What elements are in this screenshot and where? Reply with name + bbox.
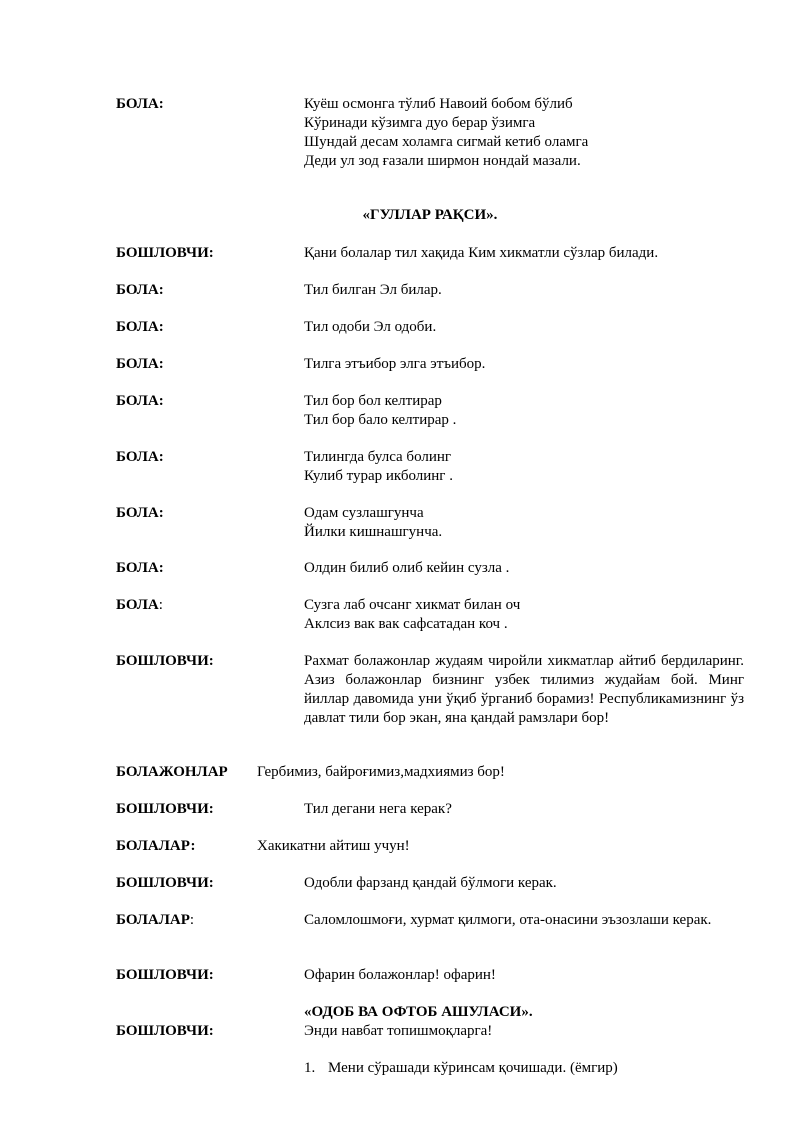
dialogue-text xyxy=(304,355,744,374)
speaker-label: БОЛАЖОНЛАР xyxy=(116,764,228,780)
dialogue-text xyxy=(257,763,697,782)
text-line: Одобли фарзанд қандай бўлмоги керак. xyxy=(304,875,557,891)
text-line: Хакикатни айтиш учун! xyxy=(257,838,410,854)
speaker-label: БОЛАЛАР: xyxy=(116,912,195,928)
dialogue-text xyxy=(304,318,744,337)
dialogue-text xyxy=(304,1022,744,1041)
text-line: Шундай десам холамга сигмай кетиб оламга xyxy=(304,134,589,150)
speaker-label: БОШЛОВЧИ: xyxy=(116,875,214,891)
speaker-label: БОЛА: xyxy=(116,319,164,335)
dialogue-text xyxy=(304,448,744,486)
section-heading: «ГУЛЛАР РАҚСИ». xyxy=(362,207,498,223)
text-line: Офарин болажонлар! офарин! xyxy=(304,967,496,983)
dialogue-paragraph: Саломлошмоғи, хурмат қилмоги, ота-онасини эъзозлаши керак. xyxy=(304,912,712,928)
speaker-label: БОЛА: xyxy=(116,560,164,576)
dialogue-text xyxy=(304,95,744,171)
speaker-label: БОЛА: xyxy=(116,597,163,613)
dialogue-text xyxy=(304,596,744,634)
text-line: Деди ул зод ғазали ширмон нондай мазали. xyxy=(304,153,581,169)
dialogue-text xyxy=(304,874,744,893)
text-line: Тил дегани нега керак? xyxy=(304,801,452,817)
speaker-label: БОШЛОВЧИ: xyxy=(116,801,214,817)
text-line: Тилга этъибор элга этъибор. xyxy=(304,356,486,372)
dialogue-paragraph: Рахмат болажонлар жудаям чиройли хикматлар айтиб бердиларинг. Азиз болажонлар бизнинг узбек тилимиз жудайам бой. Минг йиллар давомида уни ўқиб ўрганиб борамиз! Республикамизнинг ўз давлат тили бор экан, яна қандай рамзлари бор! xyxy=(304,653,744,726)
text-line: Тил бор бол келтирар xyxy=(304,393,442,409)
text-line: Олдин билиб олиб кейин сузла . xyxy=(304,560,510,576)
speaker-label: БОЛА: xyxy=(116,393,164,409)
list-number: 1. xyxy=(304,1060,316,1076)
text-line: Гербимиз, байроғимиз,мадхиямиз бор! xyxy=(257,764,505,780)
text-line: Энди навбат топишмоқларга! xyxy=(304,1023,493,1039)
riddle-list-item xyxy=(304,1059,618,1078)
text-line: Аклсиз вак вак сафсатадан коч . xyxy=(304,616,508,632)
text-line: Куёш осмонга тўлиб Навоий бобом бўлиб xyxy=(304,96,573,112)
text-line: Тил бор бало келтирар . xyxy=(304,412,457,428)
speaker-label: БОШЛОВЧИ: xyxy=(116,1023,214,1039)
dialogue-text xyxy=(304,392,744,430)
text-line: Одам сузлашгунча xyxy=(304,505,424,521)
text-line: Сузга лаб очсанг хикмат билан оч xyxy=(304,597,521,613)
song-title: «ОДОБ ВА ОФТОБ АШУЛАСИ». xyxy=(304,1004,533,1020)
list-text: Мени сўрашади кўринсам қочишади. (ёмгир) xyxy=(328,1060,618,1076)
speaker-label: БОШЛОВЧИ: xyxy=(116,245,214,261)
dialogue-text xyxy=(304,504,744,542)
text-line: Кулиб турар икболинг . xyxy=(304,468,453,484)
speaker-label: БОЛА: xyxy=(116,96,164,112)
text-line: Тил билган Эл билар. xyxy=(304,282,442,298)
dialogue-text xyxy=(304,244,744,263)
dialogue-text xyxy=(304,966,744,985)
speaker-label: БОЛА: xyxy=(116,282,164,298)
dialogue-text xyxy=(304,800,744,819)
text-line: Йилки кишнашгунча. xyxy=(304,524,443,540)
dialogue-text xyxy=(257,837,697,856)
speaker-label: БОШЛОВЧИ: xyxy=(116,967,214,983)
speaker-label: БОЛАЛАР: xyxy=(116,838,196,854)
speaker-label: БОЛА: xyxy=(116,356,164,372)
speaker-label: БОШЛОВЧИ: xyxy=(116,653,214,669)
text-line: Тил одоби Эл одоби. xyxy=(304,319,437,335)
dialogue-text xyxy=(304,281,744,300)
speaker-label: БОЛА: xyxy=(116,505,164,521)
text-line: Тилингда булса болинг xyxy=(304,449,452,465)
text-line: Кўринади кўзимга дуо берар ўзимга xyxy=(304,115,536,131)
dialogue-text xyxy=(304,559,744,578)
text-line: Қани болалар тил хақида Ким хикматли сўзлар билади. xyxy=(304,245,659,261)
speaker-label: БОЛА: xyxy=(116,449,164,465)
